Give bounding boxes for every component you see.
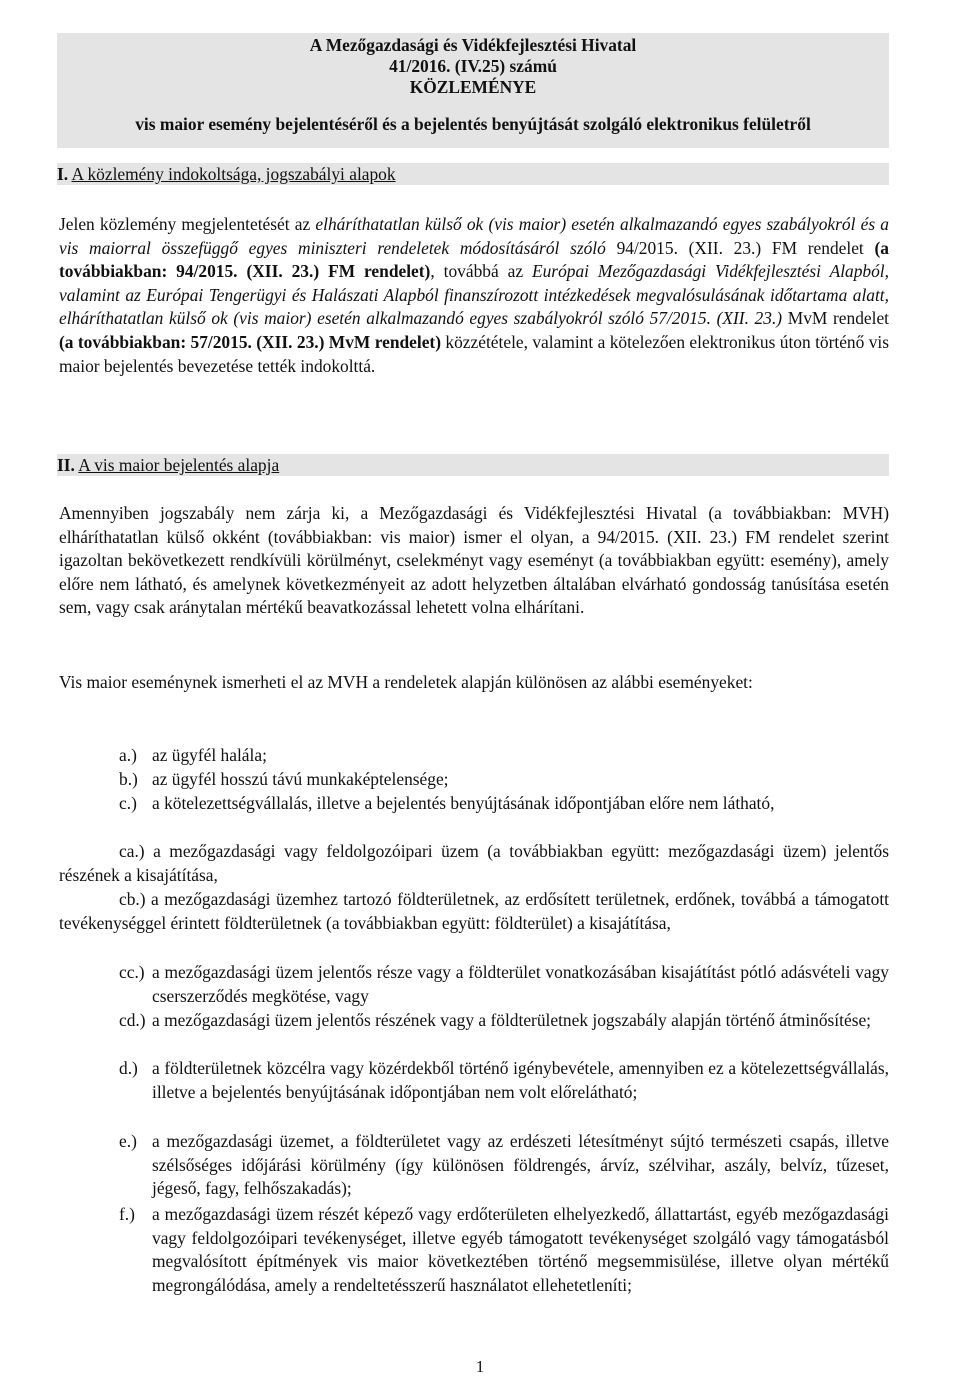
notice-subject: vis maior esemény bejelentéséről és a bejelentés benyújtását szolgáló elektronikus felületről xyxy=(135,114,811,134)
section-number: II. xyxy=(57,455,75,475)
list-marker: cc.) xyxy=(119,962,145,982)
issuer-title: A Mezőgazdasági és Vidékfejlesztési Hivatal xyxy=(309,35,637,55)
section1-paragraph: Jelen közlemény megjelentetését az elháríthatatlan külső ok (vis maior) esetén alkalmazandó egyes szabályokról és a vis maiorral összefüggő egyes miniszteri rendeletek módosításáról szóló 94/2015. (XII. 23.) FM rendelet (a továbbiakban: 94/2015. (XII. 23.) FM rendelet), továbbá az Európai Mezőgazdasági Vidékfejlesztési Alapból, valamint az Európai Tengerügyi és Halászati Alapból finanszírozott intézkedések megvalósulásának időtartama alatt, elháríthatatlan külső ok (vis maior) esetén alkalmazandó egyes szabályokról szóló 57/2015. (XII. 23.) MvM rendelet (a továbbiakban: 57/2015. (XII. 23.) MvM rendelet) közzététele, valamint a kötelezően elektronikus úton történő vis maior bejelentés bevezetése tették indokolttá. xyxy=(59,214,890,376)
section-number: I. xyxy=(57,164,69,184)
section-heading-2 xyxy=(57,454,889,476)
list-item-cd: a mezőgazdasági üzem jelentős részének vagy a földterületnek jogszabály alapján történő átminősítése; xyxy=(152,1010,872,1030)
section-title: A vis maior bejelentés alapja xyxy=(78,455,280,475)
list-marker: f.) xyxy=(119,1204,135,1224)
list-marker: c.) xyxy=(119,793,137,813)
list-item-b: az ügyfél hosszú távú munkaképtelensége; xyxy=(152,769,449,789)
list-marker: a.) xyxy=(119,745,137,765)
notice-number: 41/2016. (IV.25) számú xyxy=(389,56,557,76)
notice-label: KÖZLEMÉNYE xyxy=(409,77,537,97)
list-marker: cd.) xyxy=(119,1010,146,1030)
list-item-ca: ca.) a mezőgazdasági vagy feldolgozóipari üzem (a továbbiakban együtt: mezőgazdasági üzem) jelentős részének a kisajátítása, xyxy=(59,841,889,885)
list-item-cb: cb.) a mezőgazdasági üzemhez tartozó földterületnek, az erdősített területnek, erdőnek, továbbá a támogatott tevékenységgel érintett földterületnek (a továbbiakban együtt: földterület) a kisajátítása, xyxy=(59,889,889,933)
list-item-f: a mezőgazdasági üzem részét képező vagy erdőterületen elhelyezkedő, állattartást, egyéb mezőgazdasági vagy feldolgozóipari tevékenységet, illetve egyéb támogatott tevékenységet szolgáló vagy támogatásból megvalósított építmények vis maior következtében történő megsemmisülése, illetve olyan mértékű megrongálódása, amely a rendeltetésszerű használatot ellehetetleníti; xyxy=(152,1204,889,1295)
list-item-cc: a mezőgazdasági üzem jelentős része vagy a földterület vonatkozásában kisajátítást pótló adásvételi vagy cserszerződés megkötése, vagy xyxy=(152,962,889,1006)
list-item-c: a kötelezettségvállalás, illetve a bejelentés benyújtásának időpontjában előre nem látható, xyxy=(152,793,775,813)
list-item-d: a földterületnek közcélra vagy közérdekből történő igénybevétele, amennyiben ez a kötelezettségvállalás, illetve a bejelentés benyújtásának időpontjában nem volt előrelátható; xyxy=(152,1058,889,1102)
list-item-e: a mezőgazdasági üzemet, a földterületet vagy az erdészeti létesítményt sújtó természeti csapás, illetve szélsőséges időjárási körülmény (így különösen földrengés, árvíz, szélvihar, aszály, belvíz, tűzeset, jégeső, fagy, felhőszakadás); xyxy=(152,1131,889,1199)
list-marker: d.) xyxy=(119,1058,138,1078)
page-number: 1 xyxy=(475,1357,485,1376)
section-heading-1 xyxy=(57,163,889,185)
section2-paragraph-2: Vis maior eseménynek ismerheti el az MVH a rendeletek alapján különösen az alábbi eseményeket: xyxy=(59,672,753,692)
list-marker: e.) xyxy=(119,1131,137,1151)
list-item-a: az ügyfél halála; xyxy=(152,745,267,765)
document-header xyxy=(57,33,889,148)
list-marker: b.) xyxy=(119,769,138,789)
section2-paragraph-1: Amennyiben jogszabály nem zárja ki, a Mezőgazdasági és Vidékfejlesztési Hivatal (a továbbiakban: MVH) elháríthatatlan külső okként (továbbiakban: vis maior) ismer el olyan, a 94/2015. (XII. 23.) FM rendelet szerint igazoltan bekövetkezett rendkívüli körülményt, cselekményt vagy eseményt (a továbbiakban együtt: esemény), amely előre nem látható, és amelynek következményeit az adott helyzetben általában elvárható gondosság tanúsítása esetén sem, vagy csak aránytalan mértékű beavatkozással lehetett volna elhárítani. xyxy=(59,503,889,618)
section-title: A közlemény indokoltsága, jogszabályi alapok xyxy=(71,164,396,184)
